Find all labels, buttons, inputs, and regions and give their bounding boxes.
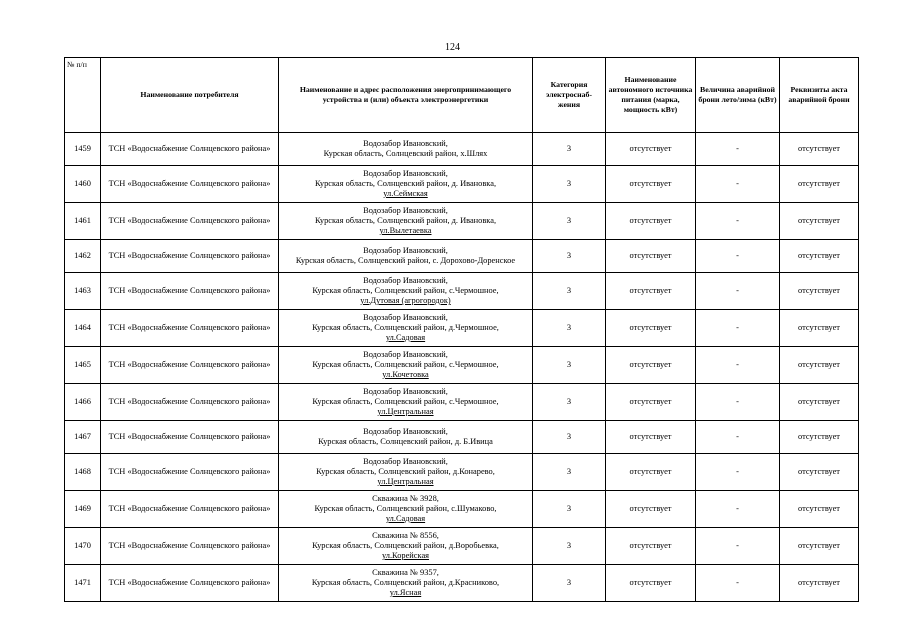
row-number: 1461 <box>65 203 101 240</box>
reserve-value: - <box>696 384 780 421</box>
reserve-requisites: отсутствует <box>780 203 859 240</box>
table-row <box>65 565 859 602</box>
object-name: Водозабор Ивановский, <box>363 169 448 178</box>
reserve-value: - <box>696 273 780 310</box>
object-address <box>279 240 533 273</box>
table-row <box>65 421 859 454</box>
row-number: 1466 <box>65 384 101 421</box>
object-location: Курская область, Солнцевский район, д.Воробьевка, <box>312 541 499 550</box>
reserve-value: - <box>696 133 780 166</box>
object-address <box>279 133 533 166</box>
object-location: Курская область, Солнцевский район, с.Шумаково, <box>314 504 497 513</box>
row-number: 1464 <box>65 310 101 347</box>
autonomous-source: отсутствует <box>606 528 696 565</box>
reserve-requisites: отсутствует <box>780 166 859 203</box>
object-name: Водозабор Ивановский, <box>363 387 448 396</box>
object-address <box>279 203 533 240</box>
object-location: Курская область, Солнцевский район, д.Чермошное, <box>312 323 499 332</box>
consumer-name: ТСН «Водоснабжение Солнцевского района» <box>101 166 279 203</box>
reserve-value: - <box>696 310 780 347</box>
consumer-name: ТСН «Водоснабжение Солнцевского района» <box>101 454 279 491</box>
object-name: Водозабор Ивановский, <box>363 246 448 255</box>
reserve-requisites: отсутствует <box>780 384 859 421</box>
object-address <box>279 565 533 602</box>
autonomous-source: отсутствует <box>606 565 696 602</box>
table-row <box>65 454 859 491</box>
reserve-requisites: отсутствует <box>780 133 859 166</box>
object-street: ул.Дутовая (агрогородок) <box>360 296 451 305</box>
supply-category: 3 <box>533 454 606 491</box>
reserve-requisites: отсутствует <box>780 565 859 602</box>
table-row <box>65 166 859 203</box>
reserve-value: - <box>696 528 780 565</box>
object-street: ул.Ясная <box>389 588 422 597</box>
object-name: Скважина № 8556, <box>372 531 439 540</box>
table-row <box>65 133 859 166</box>
object-location: Курская область, Солнцевский район, с.Чермошное, <box>312 286 499 295</box>
reserve-requisites: отсутствует <box>780 240 859 273</box>
row-number: 1459 <box>65 133 101 166</box>
object-location: Курская область, Солнцевский район, д. Ивановка, <box>314 216 497 225</box>
object-address <box>279 528 533 565</box>
object-address <box>279 166 533 203</box>
supply-category: 3 <box>533 421 606 454</box>
reserve-requisites: отсутствует <box>780 454 859 491</box>
table-header-row <box>65 58 859 133</box>
reserve-value: - <box>696 565 780 602</box>
object-address <box>279 421 533 454</box>
table-row <box>65 491 859 528</box>
row-number: 1469 <box>65 491 101 528</box>
supply-category: 3 <box>533 240 606 273</box>
object-name: Водозабор Ивановский, <box>363 427 448 436</box>
object-street: ул.Корейская <box>381 551 430 560</box>
consumer-name: ТСН «Водоснабжение Солнцевского района» <box>101 384 279 421</box>
table-row <box>65 240 859 273</box>
autonomous-source: отсутствует <box>606 491 696 528</box>
consumer-name: ТСН «Водоснабжение Солнцевского района» <box>101 491 279 528</box>
object-location: Курская область, Солнцевский район, х.Шлях <box>323 149 488 158</box>
object-name: Водозабор Ивановский, <box>363 313 448 322</box>
object-name: Водозабор Ивановский, <box>363 276 448 285</box>
reserve-requisites: отсутствует <box>780 421 859 454</box>
row-number: 1462 <box>65 240 101 273</box>
supply-category: 3 <box>533 565 606 602</box>
autonomous-source: отсутствует <box>606 384 696 421</box>
reserve-requisites: отсутствует <box>780 528 859 565</box>
consumer-name: ТСН «Водоснабжение Солнцевского района» <box>101 565 279 602</box>
reserve-requisites: отсутствует <box>780 273 859 310</box>
supply-category: 3 <box>533 491 606 528</box>
autonomous-source: отсутствует <box>606 310 696 347</box>
header-object: Наименование и адрес расположения энергопринимающего устройства и (или) объекта электроэнергетики <box>279 58 533 133</box>
object-street: ул.Садовая <box>385 333 426 342</box>
table-row <box>65 347 859 384</box>
supply-category: 3 <box>533 203 606 240</box>
reserve-value: - <box>696 166 780 203</box>
consumer-name: ТСН «Водоснабжение Солнцевского района» <box>101 528 279 565</box>
object-location: Курская область, Солнцевский район, д.Красниково, <box>311 578 500 587</box>
autonomous-source: отсутствует <box>606 273 696 310</box>
supply-category: 3 <box>533 384 606 421</box>
table-row <box>65 384 859 421</box>
consumer-name: ТСН «Водоснабжение Солнцевского района» <box>101 421 279 454</box>
consumer-name: ТСН «Водоснабжение Солнцевского района» <box>101 347 279 384</box>
object-street: ул.Вылетаевка <box>379 226 432 235</box>
row-number: 1460 <box>65 166 101 203</box>
reserve-requisites: отсутствует <box>780 347 859 384</box>
autonomous-source: отсутствует <box>606 203 696 240</box>
object-address <box>279 347 533 384</box>
object-street: ул.Садовая <box>385 514 426 523</box>
reserve-requisites: отсутствует <box>780 310 859 347</box>
supply-category: 3 <box>533 347 606 384</box>
row-number: 1471 <box>65 565 101 602</box>
page-number: 124 <box>445 42 460 53</box>
reserve-table <box>64 57 859 602</box>
supply-category: 3 <box>533 528 606 565</box>
autonomous-source: отсутствует <box>606 240 696 273</box>
reserve-requisites: отсутствует <box>780 491 859 528</box>
supply-category: 3 <box>533 166 606 203</box>
object-location: Курская область, Солнцевский район, д.Конарево, <box>316 467 495 476</box>
object-address <box>279 454 533 491</box>
reserve-value: - <box>696 240 780 273</box>
consumer-name: ТСН «Водоснабжение Солнцевского района» <box>101 133 279 166</box>
autonomous-source: отсутствует <box>606 347 696 384</box>
header-reserve: Величина аварийной брони лето/зима (кВт) <box>696 58 780 133</box>
header-requisites: Реквизиты акта аварийной брони <box>780 58 859 133</box>
object-location: Курская область, Солнцевский район, с.Чермошное, <box>312 397 499 406</box>
object-name: Водозабор Ивановский, <box>363 457 448 466</box>
supply-category: 3 <box>533 310 606 347</box>
header-no: № п/п <box>65 58 101 133</box>
object-location: Курская область, Солнцевский район, с.Чермошное, <box>312 360 499 369</box>
row-number: 1470 <box>65 528 101 565</box>
row-number: 1468 <box>65 454 101 491</box>
object-address <box>279 384 533 421</box>
object-name: Водозабор Ивановский, <box>363 206 448 215</box>
header-consumer: Наименование потребителя <box>101 58 279 133</box>
object-name: Скважина № 3928, <box>372 494 439 503</box>
row-number: 1463 <box>65 273 101 310</box>
object-name: Водозабор Ивановский, <box>363 139 448 148</box>
consumer-name: ТСН «Водоснабжение Солнцевского района» <box>101 310 279 347</box>
reserve-value: - <box>696 491 780 528</box>
object-address <box>279 310 533 347</box>
autonomous-source: отсутствует <box>606 421 696 454</box>
object-address <box>279 273 533 310</box>
table-row <box>65 203 859 240</box>
consumer-name: ТСН «Водоснабжение Солнцевского района» <box>101 203 279 240</box>
supply-category: 3 <box>533 273 606 310</box>
autonomous-source: отсутствует <box>606 166 696 203</box>
reserve-value: - <box>696 347 780 384</box>
consumer-name: ТСН «Водоснабжение Солнцевского района» <box>101 240 279 273</box>
header-source: Наименование автономного источника питания (марка, мощность кВт) <box>606 58 696 133</box>
object-location: Курская область, Солнцевский район, с. Дорохово-Доренское <box>295 256 516 265</box>
table-row <box>65 528 859 565</box>
object-street: ул.Сеймская <box>383 189 428 198</box>
object-street: ул.Кочетовка <box>382 370 429 379</box>
supply-category: 3 <box>533 133 606 166</box>
reserve-value: - <box>696 203 780 240</box>
consumer-name: ТСН «Водоснабжение Солнцевского района» <box>101 273 279 310</box>
autonomous-source: отсутствует <box>606 454 696 491</box>
object-name: Скважина № 9357, <box>372 568 439 577</box>
table-body <box>65 133 859 602</box>
table-row <box>65 273 859 310</box>
object-street: ул.Центральная <box>377 407 434 416</box>
object-location: Курская область, Солнцевский район, д. Б.Ивица <box>318 437 493 446</box>
table-row <box>65 310 859 347</box>
header-category: Категория электроснаб-жения <box>533 58 606 133</box>
object-name: Водозабор Ивановский, <box>363 350 448 359</box>
object-address <box>279 491 533 528</box>
object-street: ул.Центральная <box>377 477 434 486</box>
row-number: 1465 <box>65 347 101 384</box>
reserve-value: - <box>696 454 780 491</box>
reserve-value: - <box>696 421 780 454</box>
row-number: 1467 <box>65 421 101 454</box>
autonomous-source: отсутствует <box>606 133 696 166</box>
object-location: Курская область, Солнцевский район, д. Ивановка, <box>314 179 497 188</box>
